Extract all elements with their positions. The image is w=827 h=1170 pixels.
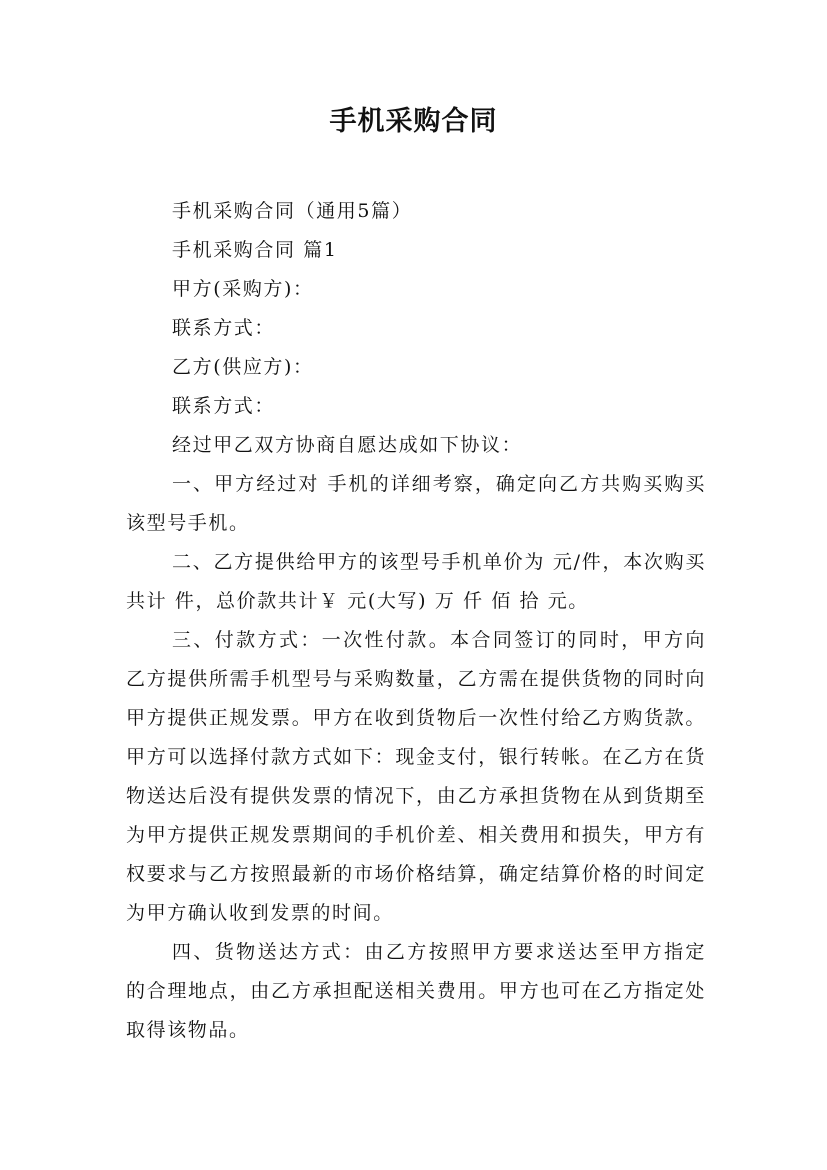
clause-2: 二、乙方提供给甲方的该型号手机单价为 元/件，本次购买共计 件，总价款共计￥ 元(大写) 万 仟 佰 拾 元。 <box>126 551 706 612</box>
party-a-contact: 联系方式： <box>172 317 276 339</box>
clause-4: 四、货物送达方式：由乙方按照甲方要求送达至甲方指定的合理地点，由乙方承担配送相关费用。甲方也可在乙方指定处取得该物品。 <box>126 941 706 1041</box>
subtitle-line: 手机采购合同（通用5篇） <box>172 200 413 222</box>
clause-1: 一、甲方经过对 手机的详细考察，确定向乙方共购买购买该型号手机。 <box>126 473 706 534</box>
party-b-label: 乙方(供应方)： <box>172 356 314 378</box>
document-title: 手机采购合同 <box>329 106 498 137</box>
document-body <box>126 192 706 1050</box>
clause-3: 三、付款方式：一次性付款。本合同签订的同时，甲方向乙方提供所需手机型号与采购数量，乙方需在提供货物的同时向甲方提供正规发票。甲方在收到货物后一次性付给乙方购货款。甲方可以选择付款方式如下：现金支付，银行转帐。在乙方在货物送达后没有提供发票的情况下，由乙方承担货物在从到货期至为甲方提供正规发票期间的手机价差、相关费用和损失，甲方有权要求与乙方按照最新的市场价格结算，确定结算价格的时间定为甲方确认收到发票的时间。 <box>126 629 706 924</box>
party-a-label: 甲方(采购方)： <box>172 278 314 300</box>
agreement-intro: 经过甲乙双方协商自愿达成如下协议： <box>172 434 523 456</box>
section-heading: 手机采购合同 篇1 <box>172 239 338 261</box>
party-b-contact: 联系方式： <box>172 395 276 417</box>
